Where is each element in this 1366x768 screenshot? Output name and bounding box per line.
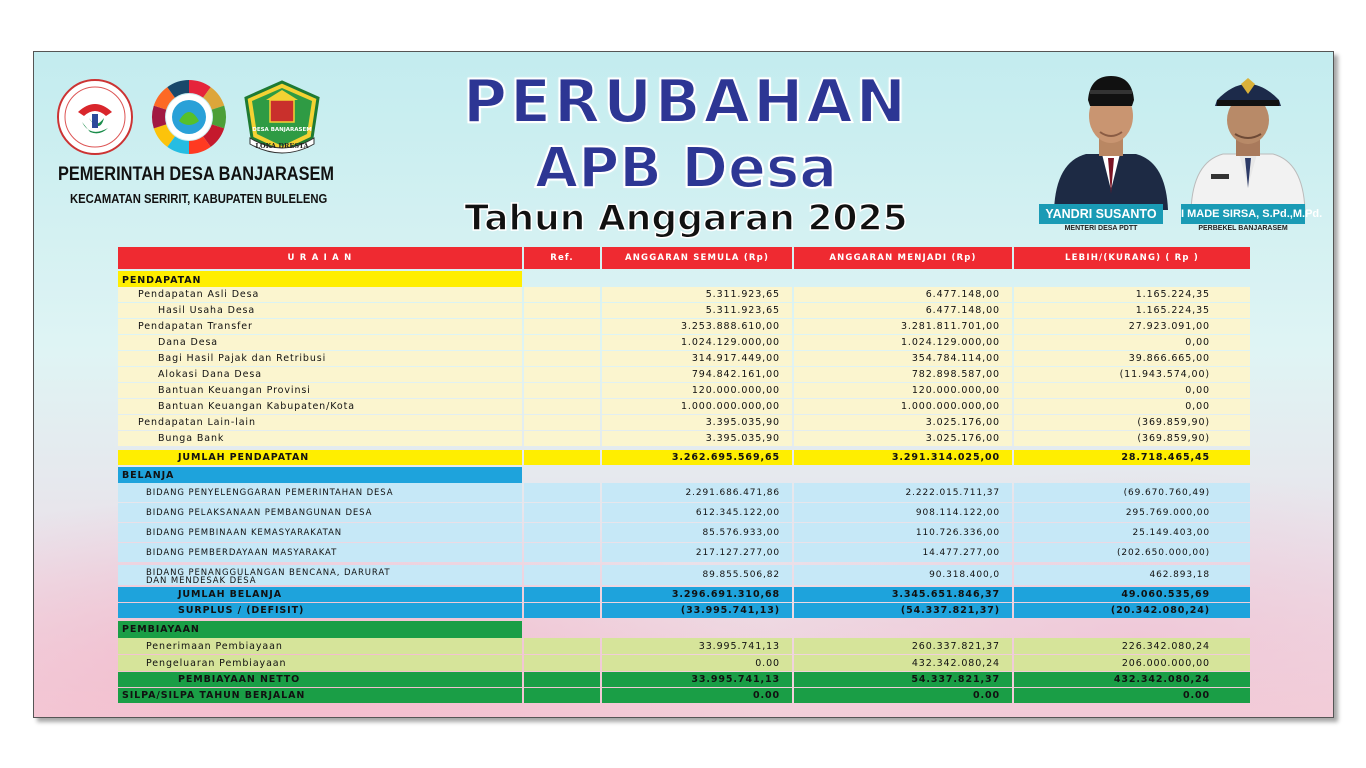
row-label: PEMBIAYAAN NETTO: [118, 672, 522, 687]
row-ref: [524, 543, 600, 562]
row-anggaran-menjadi: 1.024.129.000,00: [794, 335, 1012, 350]
row-label: SILPA/SILPA TAHUN BERJALAN: [118, 688, 522, 703]
row-anggaran-semula: 120.000.000,00: [602, 383, 792, 398]
row-lebih-kurang: 49.060.535,69: [1014, 587, 1250, 602]
row-anggaran-menjadi: 3.281.811.701,00: [794, 319, 1012, 334]
row-anggaran-menjadi: 120.000.000,00: [794, 383, 1012, 398]
banner: [33, 51, 1334, 718]
row-label: SURPLUS / (DEFISIT): [118, 603, 522, 618]
row-lebih-kurang: 1.165.224,35: [1014, 303, 1250, 318]
org-subtitle: KECAMATAN SERIRIT, KABUPATEN BULELENG: [70, 192, 328, 206]
row-anggaran-menjadi: 6.477.148,00: [794, 287, 1012, 302]
row-anggaran-semula: 0.00: [602, 688, 792, 703]
row-anggaran-semula: 612.345.122,00: [602, 503, 792, 522]
row-label: JUMLAH BELANJA: [118, 587, 522, 602]
row-ref: [524, 655, 600, 671]
row-ref: [524, 587, 600, 602]
row-ref: [524, 603, 600, 618]
column-header-anggaran-menjadi: ANGGARAN MENJADI (Rp): [794, 247, 1012, 269]
row-lebih-kurang: (11.943.574,00): [1014, 367, 1250, 382]
row-label: BELANJA: [118, 467, 522, 484]
row-anggaran-semula: 2.291.686.471,86: [602, 483, 792, 502]
row-ref: [524, 688, 600, 703]
person2-role: PERBEKEL BANJARASEM: [1198, 225, 1288, 232]
row-anggaran-semula: 3.262.695.569,65: [602, 450, 792, 465]
row-ref: [524, 319, 600, 334]
row-label-line-1: BIDANG PENANGGULANGAN BENCANA, DARURAT: [146, 568, 391, 578]
row-anggaran-menjadi: 6.477.148,00: [794, 303, 1012, 318]
org-name: PEMERINTAH DESA BANJARASEM: [58, 164, 334, 185]
row-lebih-kurang: 27.923.091,00: [1014, 319, 1250, 334]
row-lebih-kurang: (369.859,90): [1014, 415, 1250, 430]
row-anggaran-semula: 3.296.691.310,68: [602, 587, 792, 602]
village-crest-logo-icon: [240, 78, 324, 156]
row-label: Penerimaan Pembiayaan: [118, 638, 522, 654]
row-lebih-kurang: (369.859,90): [1014, 431, 1250, 446]
row-label: Dana Desa: [118, 335, 522, 350]
row-label: Pendapatan Asli Desa: [118, 287, 522, 302]
row-lebih-kurang: (20.342.080,24): [1014, 603, 1250, 618]
row-ref: [524, 503, 600, 522]
row-ref: [524, 367, 600, 382]
row-label: Bantuan Keuangan Kabupaten/Kota: [118, 399, 522, 414]
row-label: BIDANG PELAKSANAAN PEMBANGUNAN DESA: [118, 503, 522, 522]
column-header-lebih-kurang: LEBIH/(KURANG) ( Rp ): [1014, 247, 1250, 269]
row-lebih-kurang: (202.650.000,00): [1014, 543, 1250, 562]
row-label: PENDAPATAN: [118, 271, 522, 289]
row-lebih-kurang: 39.866.665,00: [1014, 351, 1250, 366]
title-line-1: PERUBAHAN: [463, 67, 909, 137]
row-label: Pengeluaran Pembiayaan: [118, 655, 522, 671]
row-ref: [524, 399, 600, 414]
row-anggaran-menjadi: 432.342.080,24: [794, 655, 1012, 671]
row-label: BIDANG PEMBINAAN KEMASYARAKATAN: [118, 523, 522, 542]
row-label: Bantuan Keuangan Provinsi: [118, 383, 522, 398]
row-anggaran-semula: (33.995.741,13): [602, 603, 792, 618]
row-anggaran-semula: 85.576.933,00: [602, 523, 792, 542]
title-line-3: Tahun Anggaran 2025: [464, 198, 908, 239]
row-anggaran-semula: 1.024.129.000,00: [602, 335, 792, 350]
row-lebih-kurang: 432.342.080,24: [1014, 672, 1250, 687]
row-lebih-kurang: 28.718.465,45: [1014, 450, 1250, 465]
budget-table: [118, 247, 1250, 705]
row-anggaran-semula: 314.917.449,00: [602, 351, 792, 366]
row-lebih-kurang: 226.342.080,24: [1014, 638, 1250, 654]
row-anggaran-semula: 89.855.506,82: [602, 565, 792, 585]
row-anggaran-menjadi: 908.114.122,00: [794, 503, 1012, 522]
sdgs-desa-logo-icon: [150, 78, 228, 156]
row-anggaran-menjadi: 3.025.176,00: [794, 431, 1012, 446]
row-anggaran-semula: 794.842.161,00: [602, 367, 792, 382]
row-label-line-2: DAN MENDESAK DESA: [146, 576, 257, 586]
row-ref: [524, 287, 600, 302]
row-anggaran-menjadi: (54.337.821,37): [794, 603, 1012, 618]
row-ref: [524, 431, 600, 446]
row-label: Bagi Hasil Pajak dan Retribusi: [118, 351, 522, 366]
row-ref: [524, 483, 600, 502]
row-anggaran-semula: 1.000.000.000,00: [602, 399, 792, 414]
row-anggaran-menjadi: 14.477.277,00: [794, 543, 1012, 562]
row-ref: [524, 383, 600, 398]
row-lebih-kurang: (69.670.760,49): [1014, 483, 1250, 502]
row-ref: [524, 303, 600, 318]
row-ref: [524, 565, 600, 585]
row-ref: [524, 351, 600, 366]
row-anggaran-menjadi: 354.784.114,00: [794, 351, 1012, 366]
row-label: BIDANG PEMBERDAYAAN MASYARAKAT: [118, 543, 522, 562]
row-label: BIDANG PENYELENGGARAN PEMERINTAHAN DESA: [118, 483, 522, 502]
row-anggaran-menjadi: 3.025.176,00: [794, 415, 1012, 430]
column-header-anggaran-semula: ANGGARAN SEMULA (Rp): [602, 247, 792, 269]
row-lebih-kurang: 0,00: [1014, 399, 1250, 414]
row-ref: [524, 335, 600, 350]
row-ref: [524, 672, 600, 687]
row-anggaran-semula: 0.00: [602, 655, 792, 671]
row-label: Pendapatan Lain-lain: [118, 415, 522, 430]
column-header-ref: Ref.: [524, 247, 600, 269]
row-anggaran-menjadi: 3.345.651.846,37: [794, 587, 1012, 602]
row-lebih-kurang: 0,00: [1014, 383, 1250, 398]
row-anggaran-semula: 33.995.741,13: [602, 672, 792, 687]
row-label: Pendapatan Transfer: [118, 319, 522, 334]
row-lebih-kurang: 0,00: [1014, 335, 1250, 350]
row-anggaran-semula: 3.253.888.610,00: [602, 319, 792, 334]
row-label: PEMBIAYAAN: [118, 621, 522, 638]
row-anggaran-menjadi: 2.222.015.711,37: [794, 483, 1012, 502]
row-anggaran-semula: 3.395.035,90: [602, 431, 792, 446]
person-village-head-photo-icon: [1183, 70, 1313, 210]
row-anggaran-semula: 5.311.923,65: [602, 287, 792, 302]
row-anggaran-menjadi: 54.337.821,37: [794, 672, 1012, 687]
title-line-2: APB Desa: [534, 136, 838, 201]
row-ref: [524, 450, 600, 465]
crest-text-bottom: LOKA DRESTA: [255, 142, 309, 150]
row-lebih-kurang: 0.00: [1014, 688, 1250, 703]
row-anggaran-semula: 33.995.741,13: [602, 638, 792, 654]
row-anggaran-semula: 3.395.035,90: [602, 415, 792, 430]
row-label: Bunga Bank: [118, 431, 522, 446]
person-minister-photo-icon: [1046, 70, 1176, 210]
row-ref: [524, 415, 600, 430]
row-lebih-kurang: 25.149.403,00: [1014, 523, 1250, 542]
row-anggaran-menjadi: 260.337.821,37: [794, 638, 1012, 654]
row-lebih-kurang: 206.000.000,00: [1014, 655, 1250, 671]
row-anggaran-menjadi: 0.00: [794, 688, 1012, 703]
person2-name: I MADE SIRSA, S.Pd.,M.Pd.: [1181, 204, 1305, 224]
row-label: [118, 565, 522, 585]
row-anggaran-menjadi: 110.726.336,00: [794, 523, 1012, 542]
row-anggaran-semula: 217.127.277,00: [602, 543, 792, 562]
row-anggaran-menjadi: 782.898.587,00: [794, 367, 1012, 382]
column-header-uraian: U R A I A N: [118, 247, 522, 269]
crest-text-top: DESA BANJARASEM: [252, 127, 312, 133]
row-label: JUMLAH PENDAPATAN: [118, 450, 522, 465]
row-lebih-kurang: 462.893,18: [1014, 565, 1250, 585]
row-ref: [524, 523, 600, 542]
row-label: Hasil Usaha Desa: [118, 303, 522, 318]
person1-name: YANDRI SUSANTO: [1039, 204, 1163, 224]
row-anggaran-menjadi: 1.000.000.000,00: [794, 399, 1012, 414]
row-lebih-kurang: 295.769.000,00: [1014, 503, 1250, 522]
row-anggaran-menjadi: 3.291.314.025,00: [794, 450, 1012, 465]
row-label: Alokasi Dana Desa: [118, 367, 522, 382]
row-anggaran-semula: 5.311.923,65: [602, 303, 792, 318]
row-anggaran-menjadi: 90.318.400,0: [794, 565, 1012, 585]
row-ref: [524, 638, 600, 654]
kemendes-logo-icon: [56, 78, 134, 156]
row-lebih-kurang: 1.165.224,35: [1014, 287, 1250, 302]
person1-role: MENTERI DESA PDTT: [1064, 225, 1138, 232]
